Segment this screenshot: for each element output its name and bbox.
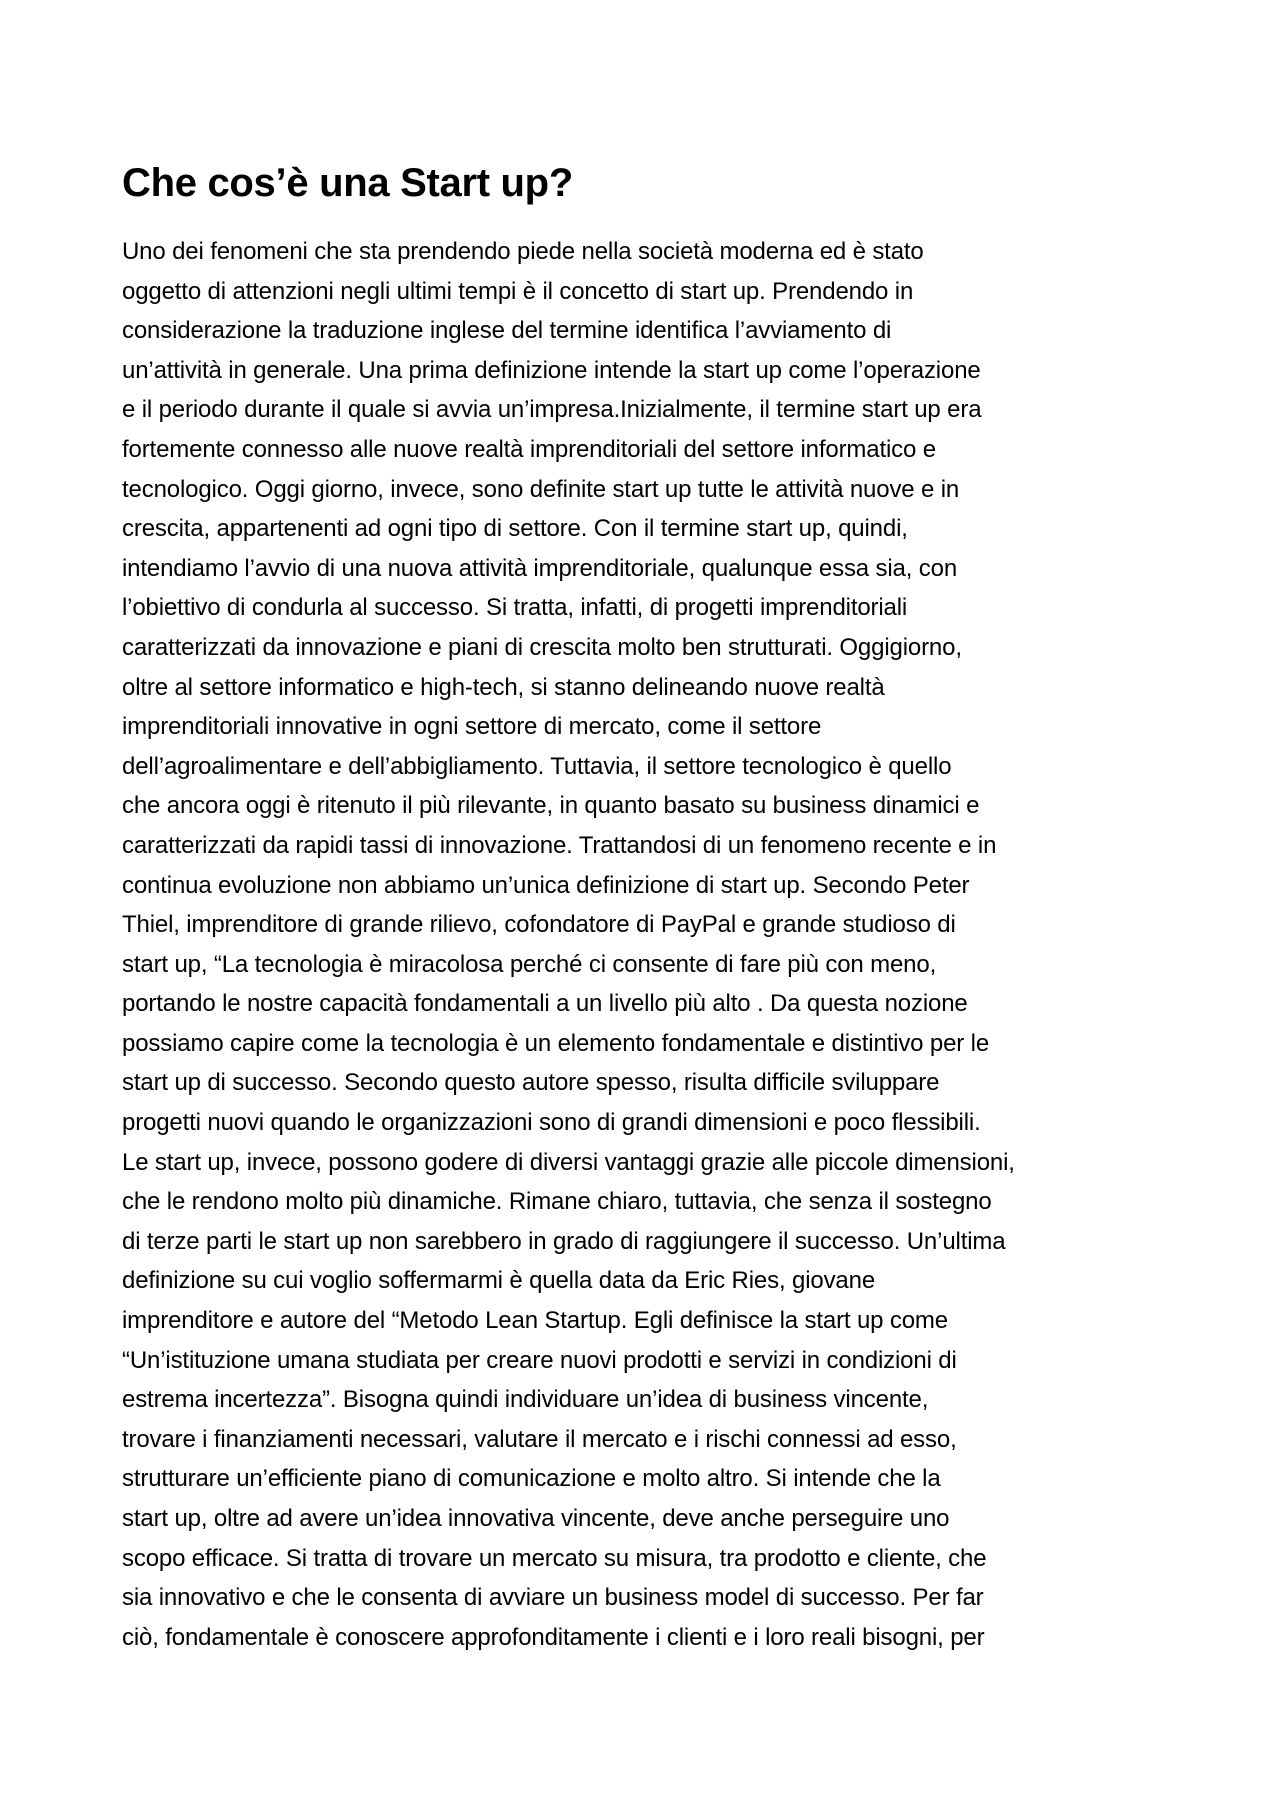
paragraph-line: “Un’istituzione umana studiata per creare nuovi prodotti e servizi in condizioni di	[122, 1346, 957, 1374]
paragraph-line: possiamo capire come la tecnologia è un elemento fondamentale e distintivo per le	[122, 1029, 990, 1057]
paragraph-line: di terze parti le start up non sarebbero in grado di raggiungere il successo. Un’ultima	[122, 1227, 1006, 1255]
paragraph-line: trovare i finanziamenti necessari, valutare il mercato e i rischi connessi ad esso,	[122, 1425, 957, 1453]
paragraph-line: dell’agroalimentare e dell’abbigliamento. Tuttavia, il settore tecnologico è quello	[122, 752, 952, 780]
paragraph-line: Le start up, invece, possono godere di diversi vantaggi grazie alle piccole dimensioni,	[122, 1148, 1015, 1176]
paragraph-line: caratterizzati da innovazione e piani di crescita molto ben strutturati. Oggigiorno,	[122, 633, 962, 661]
paragraph-line: continua evoluzione non abbiamo un’unica definizione di start up. Secondo Peter	[122, 871, 970, 899]
paragraph-line: start up, “La tecnologia è miracolosa perché ci consente di fare più con meno,	[122, 950, 937, 978]
paragraph-line: che le rendono molto più dinamiche. Rimane chiaro, tuttavia, che senza il sostegno	[122, 1188, 992, 1216]
paragraph-line: Thiel, imprenditore di grande rilievo, cofondatore di PayPal e grande studioso di	[122, 911, 956, 939]
paragraph-line: start up, oltre ad avere un’idea innovativa vincente, deve anche perseguire uno	[122, 1505, 950, 1532]
paragraph-line: fortemente connesso alle nuove realtà imprenditoriali del settore informatico e	[122, 435, 936, 463]
paragraph-line: estrema incertezza”. Bisogna quindi individuare un’idea di business vincente,	[122, 1386, 929, 1414]
paragraph-line: progetti nuovi quando le organizzazioni sono di grandi dimensioni e poco flessibili.	[122, 1109, 981, 1137]
paragraph-line: oggetto di attenzioni negli ultimi tempi è il concetto di start up. Prendendo in	[122, 277, 914, 305]
paragraph-line: definizione su cui voglio soffermarmi è quella data da Eric Ries, giovane	[122, 1267, 876, 1295]
paragraph-line: caratterizzati da rapidi tassi di innovazione. Trattandosi di un fenomeno recente e in	[122, 831, 997, 859]
paragraph-line: imprenditore e autore del “Metodo Lean Startup. Egli definisce la start up come	[122, 1307, 948, 1335]
paragraph-line: crescita, appartenenti ad ogni tipo di settore. Con il termine start up, quindi,	[122, 515, 908, 543]
paragraph-line: l’obiettivo di condurla al successo. Si tratta, infatti, di progetti imprenditoriali	[122, 594, 908, 622]
paragraph-line: imprenditoriali innovative in ogni settore di mercato, come il settore	[122, 713, 822, 741]
paragraph-line: e il periodo durante il quale si avvia un’impresa.Inizialmente, il termine start up era	[122, 396, 982, 424]
paragraph-line: intendiamo l’avvio di una nuova attività imprenditoriale, qualunque essa sia, con	[122, 554, 958, 582]
paragraph-line: oltre al settore informatico e high-tech, si stanno delineando nuove realtà	[122, 673, 885, 701]
paragraph-line: un’attività in generale. Una prima definizione intende la start up come l’operazione	[122, 356, 981, 384]
paragraph-line: start up di successo. Secondo questo autore spesso, risulta difficile sviluppare	[122, 1069, 940, 1097]
paragraph-line: Uno dei fenomeni che sta prendendo piede nella società moderna ed è stato	[122, 238, 924, 265]
body-paragraph	[122, 232, 1202, 1657]
paragraph-line: tecnologico. Oggi giorno, invece, sono definite start up tutte le attività nuove e in	[122, 475, 960, 503]
paragraph-line: strutturare un’efficiente piano di comunicazione e molto altro. Si intende che la	[122, 1465, 941, 1493]
paragraph-line: che ancora oggi è ritenuto il più rilevante, in quanto basato su business dinamici e	[122, 792, 980, 820]
document-title: Che cos’è una Start up?	[122, 161, 573, 205]
paragraph-line: sia innovativo e che le consenta di avviare un business model di successo. Per far	[122, 1584, 984, 1612]
paragraph-line: portando le nostre capacità fondamentali a un livello più alto . Da questa nozione	[122, 990, 968, 1018]
paragraph-line: considerazione la traduzione inglese del termine identifica l’avviamento di	[122, 317, 892, 345]
paragraph-line: ciò, fondamentale è conoscere approfonditamente i clienti e i loro reali bisogni, per	[122, 1623, 985, 1651]
paragraph-line: scopo efficace. Si tratta di trovare un mercato su misura, tra prodotto e cliente, che	[122, 1544, 987, 1572]
